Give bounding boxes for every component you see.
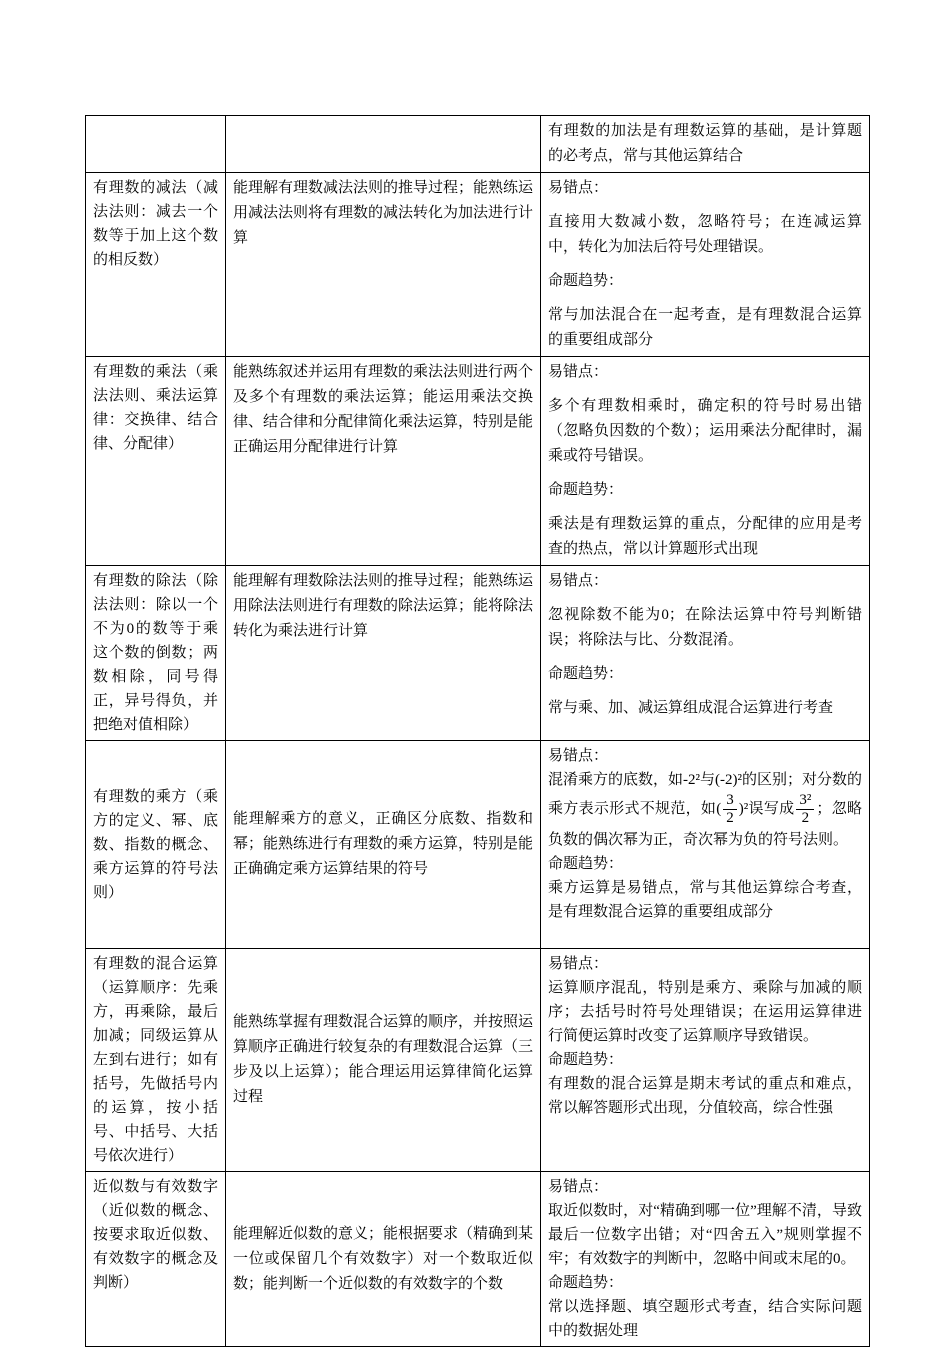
note-text: 乘法是有理数运算的重点，分配律的应用是考查的热点，常以计算题形式出现 — [548, 516, 862, 557]
requirement-cell: 能熟练掌握有理数混合运算的顺序，并按照运算顺序正确进行较复杂的有理数混合运算（三步及以上运算）；能合理运用运算律简化运算过程 — [226, 949, 541, 1172]
notes-cell — [541, 173, 870, 357]
notes-cell — [541, 949, 870, 1172]
note-text: 常与加法混合在一起考查，是有理数混合运算的重要组成部分 — [548, 307, 862, 348]
note-label: 命题趋势： — [548, 666, 624, 682]
note-text: 有理数的加法是有理数运算的基础，是计算题的必考点，常与其他运算结合 — [548, 123, 862, 164]
note-label: 易错点： — [548, 573, 609, 589]
table-row — [86, 949, 870, 1172]
table-row — [86, 1172, 870, 1347]
topic-cell — [86, 116, 226, 173]
requirement-cell: 能理解乘方的意义，正确区分底数、指数和幂；能熟练进行有理数的乘方运算，特别是能正确确定乘方运算结果的符号 — [226, 741, 541, 949]
note-label: 命题趋势： — [548, 855, 624, 872]
notes-cell — [541, 566, 870, 741]
notes-cell — [541, 116, 870, 173]
note-text: 取近似数时，对“精确到哪一位”理解不清，导致最后一位数字出错；对“四舍五入”规则掌握不牢；有效数字的判断中，忽略中间或末尾的0。 — [548, 1203, 862, 1267]
fraction: $\frac{\text{3²}}{2}$ — [796, 792, 814, 828]
table-row — [86, 357, 870, 566]
note-text: 多个有理数相乘时，确定积的符号时易出错（忽略负因数的个数）；运用乘法分配律时，漏乘或符号错误。 — [548, 398, 862, 464]
note-text: 乘方运算是易错点，常与其他运算综合考查，是有理数混合运算的重要组成部分 — [548, 879, 862, 920]
notes-cell — [541, 1172, 870, 1347]
curriculum-table — [85, 115, 870, 1347]
topic-cell: 有理数的乘方（乘方的定义、幂、底数、指数的概念、乘方运算的符号法则） — [86, 741, 226, 949]
requirement-cell: 能理解近似数的意义；能根据要求（精确到某一位或保留几个有效数字）对一个数取近似数；能判断一个近似数的有效数字的个数 — [226, 1172, 541, 1347]
requirement-cell: 能熟练叙述并运用有理数的乘法法则进行两个及多个有理数的乘法运算；能运用乘法交换律、结合律和分配律简化乘法运算，特别是能正确运用分配律进行计算 — [226, 357, 541, 566]
note-label: 命题趋势： — [548, 1275, 624, 1291]
note-label: 易错点： — [548, 748, 609, 764]
requirement-cell: 能理解有理数除法法则的推导过程；能熟练运用除法法则进行有理数的除法运算；能将除法转化为乘法进行计算 — [226, 566, 541, 741]
topic-cell: 有理数的减法（减法法则：减去一个数等于加上这个数的相反数） — [86, 173, 226, 357]
notes-cell — [541, 741, 870, 949]
table-row — [86, 116, 870, 173]
topic-cell: 有理数的乘法（乘法法则、乘法运算律：交换律、结合律、分配律） — [86, 357, 226, 566]
notes-cell — [541, 357, 870, 566]
note-label: 命题趋势： — [548, 482, 624, 498]
note-text: 直接用大数减小数，忽略符号；在连减运算中，转化为加法后符号处理错误。 — [548, 214, 862, 255]
note-text: 忽视除数不能为0；在除法运算中符号判断错误；将除法与比、分数混淆。 — [548, 607, 862, 648]
table-row — [86, 566, 870, 741]
fraction: $\frac{3}{2}$ — [723, 792, 737, 828]
note-label: 易错点： — [548, 180, 609, 196]
note-text: 混淆乘方的底数，如-2²与(-2)²的区别；对分数的乘方表示形式不规范，如( $\frac{3}{2}$ )²误写成 $\frac{\text{3²}}{2}$ ；忽略负数的偶次幂为正，奇次幂为负的符号法则。 — [548, 772, 862, 848]
note-label: 命题趋势： — [548, 273, 624, 289]
table-row — [86, 741, 870, 949]
note-text: 常以选择题、填空题形式考查，结合实际问题中的数据处理 — [548, 1299, 862, 1339]
note-label: 易错点： — [548, 364, 609, 380]
topic-cell: 近似数与有效数字（近似数的概念、按要求取近似数、有效数字的概念及判断） — [86, 1172, 226, 1347]
note-label: 易错点： — [548, 956, 609, 972]
note-text: 有理数的混合运算是期末考试的重点和难点，常以解答题形式出现，分值较高，综合性强 — [548, 1076, 862, 1116]
note-text: 运算顺序混乱，特别是乘方、乘除与加减的顺序；去括号时符号处理错误；在运用运算律进行简便运算时改变了运算顺序导致错误。 — [548, 980, 862, 1044]
topic-cell: 有理数的除法（除法法则：除以一个不为0的数等于乘这个数的倒数；两数相除，同号得正，异号得负，并把绝对值相除） — [86, 566, 226, 741]
requirement-cell — [226, 116, 541, 173]
topic-cell: 有理数的混合运算（运算顺序：先乘方，再乘除，最后加减；同级运算从左到右进行；如有括号，先做括号内的运算，按小括号、中括号、大括号依次进行） — [86, 949, 226, 1172]
note-label: 易错点： — [548, 1179, 609, 1195]
table-body — [86, 116, 870, 1347]
table-row — [86, 173, 870, 357]
requirement-cell: 能理解有理数减法法则的推导过程；能熟练运用减法法则将有理数的减法转化为加法进行计算 — [226, 173, 541, 357]
note-text: 常与乘、加、减运算组成混合运算进行考查 — [548, 700, 834, 716]
note-label: 命题趋势： — [548, 1052, 624, 1068]
